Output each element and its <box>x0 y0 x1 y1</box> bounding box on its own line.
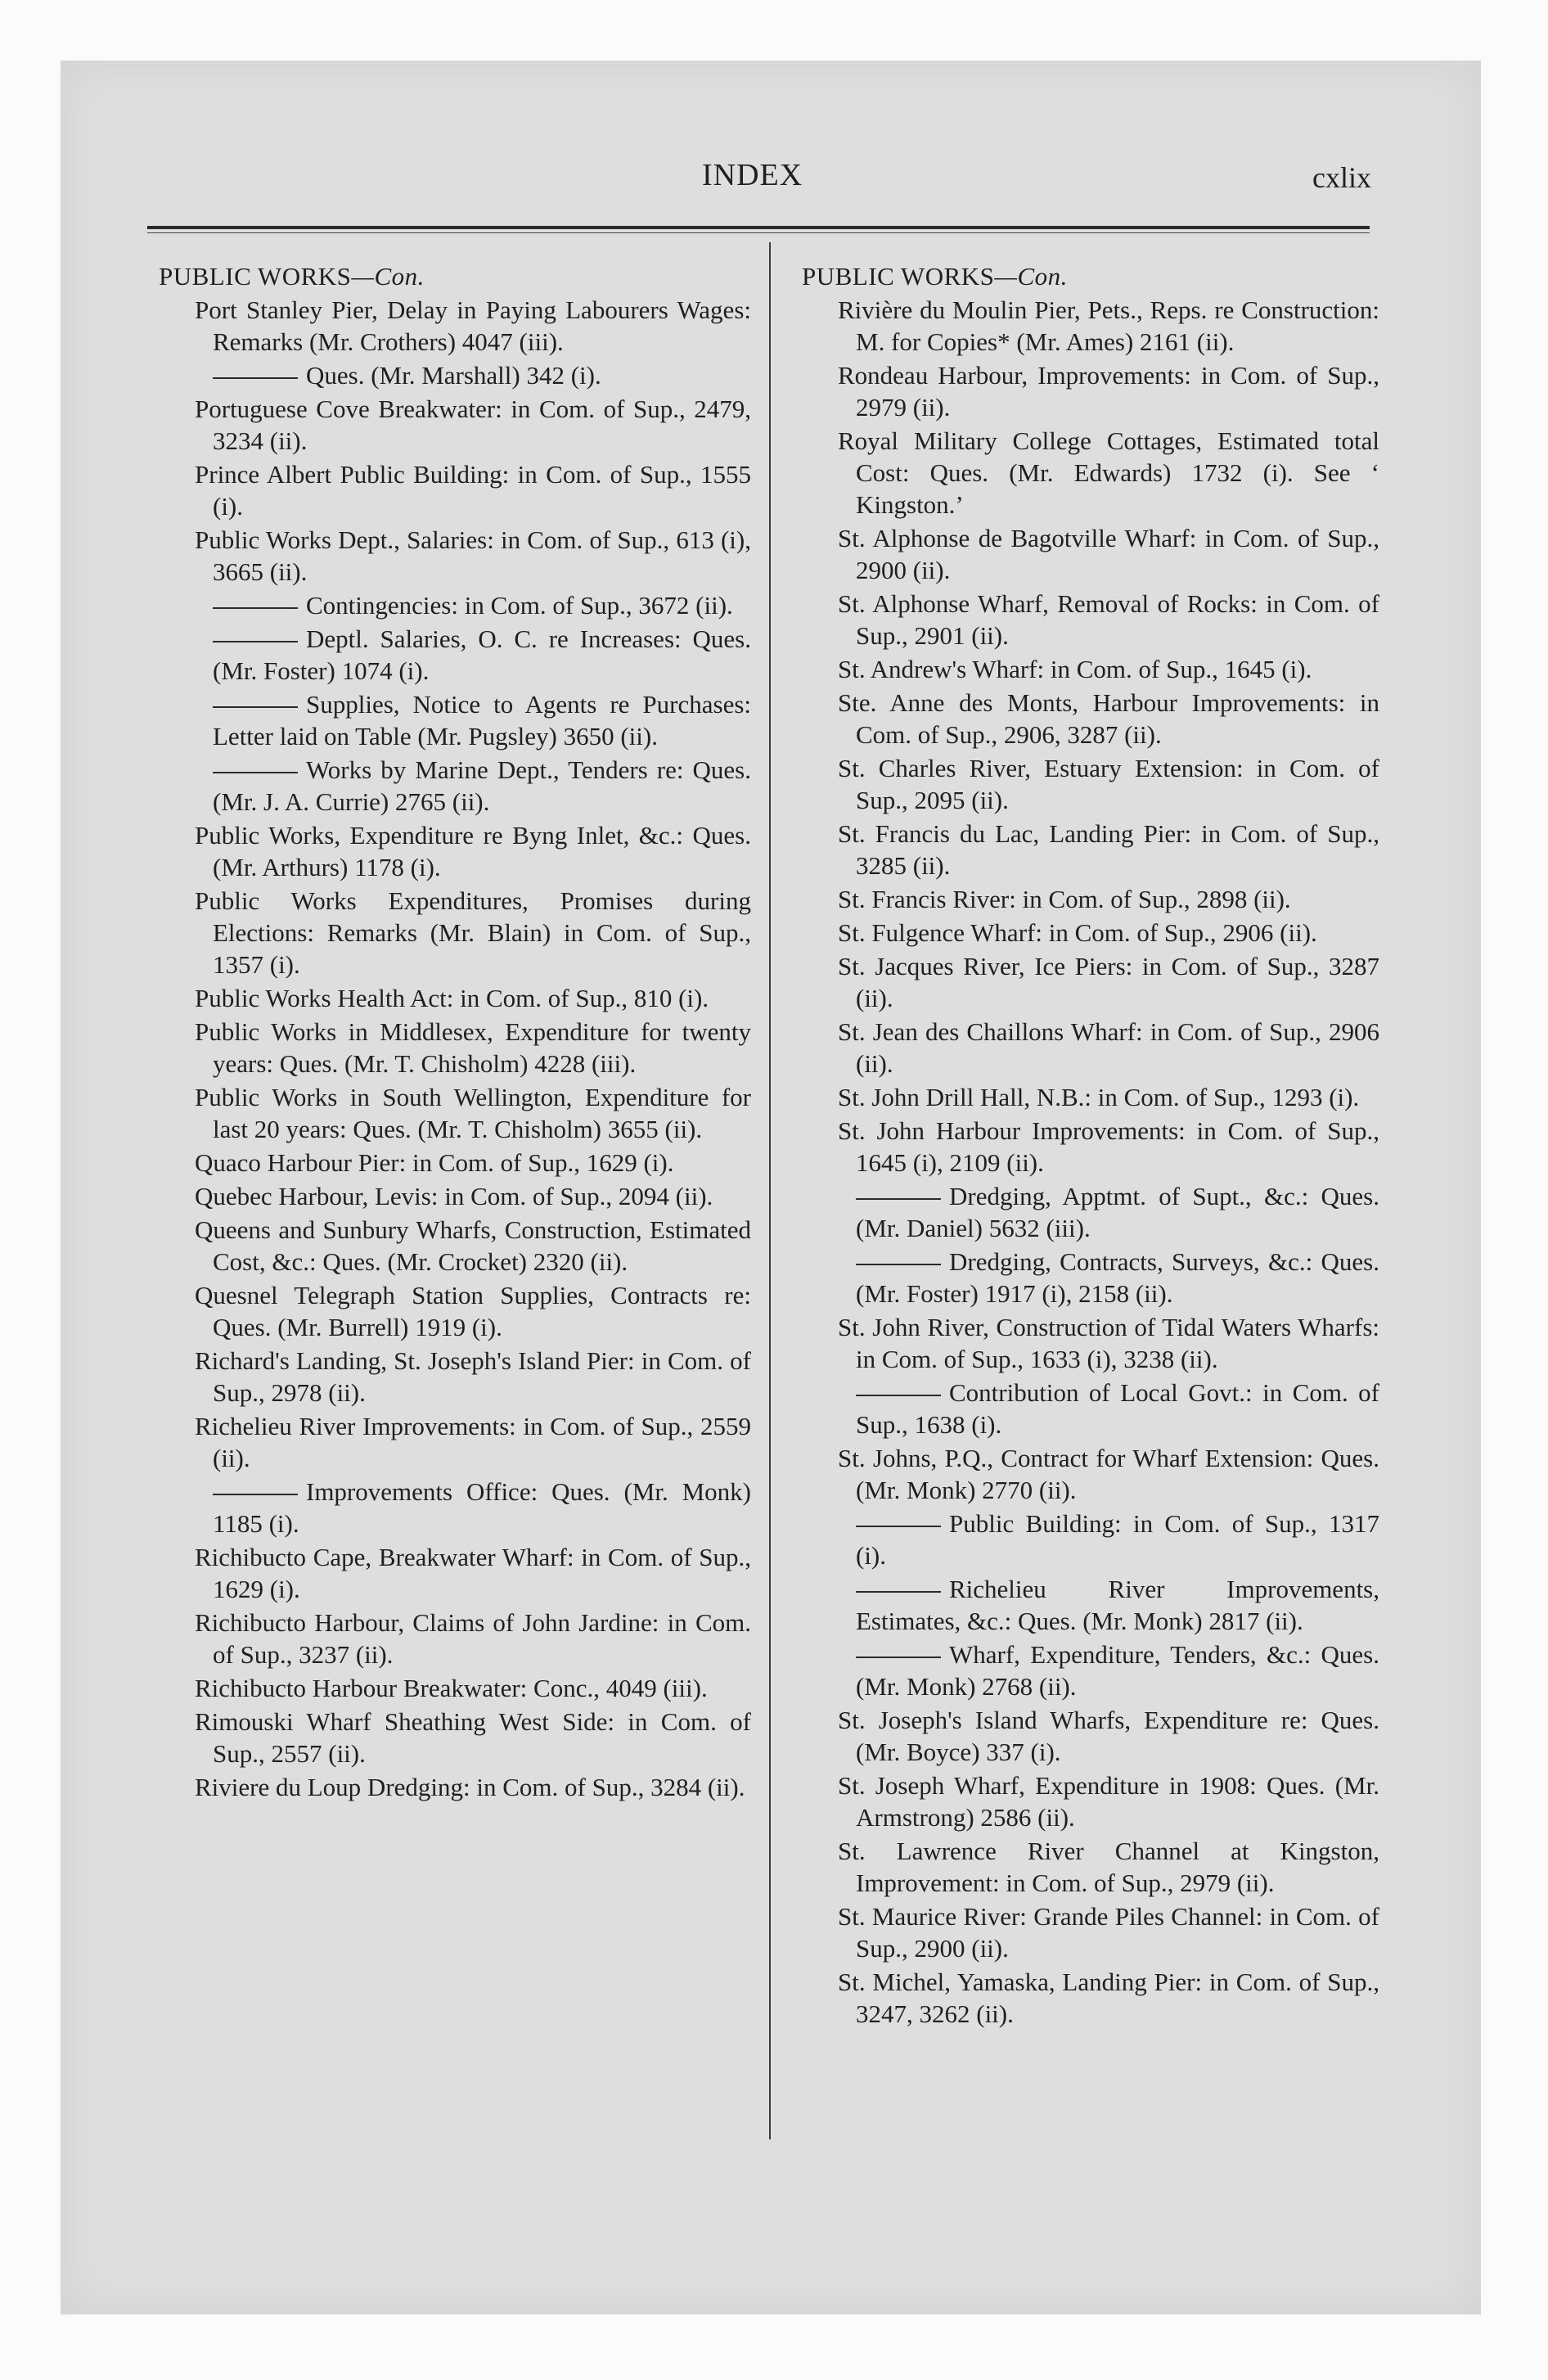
index-entry <box>177 1771 751 1803</box>
entry-text: Quebec Harbour, Levis: in Com. of Sup., 2094 (ii). <box>195 1182 713 1210</box>
index-entry <box>177 1279 751 1343</box>
entry-text: Ste. Anne des Monts, Harbour Improvements: in Com. of Sup., 2906, 3287 (ii). <box>838 688 1379 749</box>
entry-text: Works by Marine Dept., Tenders re: Ques. (Mr. J. A. Currie) 2765 (ii). <box>213 755 751 816</box>
entry-text: Quesnel Telegraph Station Supplies, Contracts re: Ques. (Mr. Burrell) 1919 (i). <box>195 1281 751 1341</box>
entry-text: Riviere du Loup Dredging: in Com. of Sup., 3284 (ii). <box>195 1773 745 1801</box>
entry-text: Wharf, Expenditure, Tenders, &c.: Ques. (Mr. Monk) 2768 (ii). <box>856 1640 1379 1701</box>
index-entry <box>820 950 1379 1014</box>
index-entry <box>820 1769 1379 1833</box>
index-entry <box>820 522 1379 586</box>
index-subentry <box>820 1180 1379 1244</box>
entry-text: St. John Drill Hall, N.B.: in Com. of Sup., 1293 (i). <box>838 1083 1360 1111</box>
right-entry-list <box>802 294 1379 2030</box>
ditto-dash <box>213 1494 298 1495</box>
entry-text: Public Works Expenditures, Promises during Elections: Remarks (Mr. Blain) in Com. of Sup., 1357 (i). <box>195 886 751 979</box>
column-divider <box>769 242 771 2139</box>
index-entry <box>177 1706 751 1769</box>
index-entry <box>177 982 751 1014</box>
index-entry <box>820 1016 1379 1080</box>
index-entry <box>177 1081 751 1145</box>
index-entry <box>177 1180 751 1212</box>
entry-text: Quaco Harbour Pier: in Com. of Sup., 1629 (i). <box>195 1148 674 1177</box>
ditto-dash <box>213 706 298 708</box>
left-heading-suffix: —Con. <box>351 262 425 291</box>
index-entry <box>177 885 751 980</box>
index-entry <box>177 1541 751 1605</box>
entry-text: Portuguese Cove Breakwater: in Com. of Sup., 2479, 3234 (ii). <box>195 394 751 455</box>
index-subentry <box>177 1476 751 1539</box>
entry-text: St. Charles River, Estuary Extension: in Com. of Sup., 2095 (ii). <box>838 754 1379 814</box>
index-entry <box>177 1410 751 1474</box>
left-entry-list <box>159 294 751 1803</box>
entry-text: St. Fulgence Wharf: in Com. of Sup., 2906 (ii). <box>838 918 1317 947</box>
index-entry <box>820 1966 1379 2030</box>
index-entry <box>820 294 1379 358</box>
index-entry <box>177 1016 751 1080</box>
entry-text: St. Francis River: in Com. of Sup., 2898 (ii). <box>838 885 1291 913</box>
entry-text: St. Jean des Chaillons Wharf: in Com. of Sup., 2906 (ii). <box>838 1017 1379 1078</box>
right-heading-suffix: —Con. <box>994 262 1068 291</box>
entry-text: Public Works, Expenditure re Byng Inlet, &c.: Ques. (Mr. Arthurs) 1178 (i). <box>195 821 751 881</box>
index-subentry <box>820 1573 1379 1637</box>
index-entry <box>820 883 1379 915</box>
entry-text: Public Works in South Wellington, Expenditure for last 20 years: Ques. (Mr. T. Chisholm) 3655 (ii). <box>195 1083 751 1143</box>
ditto-dash <box>213 772 298 773</box>
entry-text: Royal Military College Cottages, Estimated total Cost: Ques. (Mr. Edwards) 1732 (i). See ‘ Kingston.’ <box>838 426 1379 519</box>
entry-text: St. John Harbour Improvements: in Com. of Sup., 1645 (i), 2109 (ii). <box>838 1116 1379 1177</box>
index-entry <box>820 818 1379 881</box>
index-subentry <box>177 688 751 752</box>
ditto-dash <box>856 1264 941 1265</box>
index-subentry <box>177 359 751 391</box>
ditto-dash <box>856 1198 941 1200</box>
index-subentry <box>820 1508 1379 1571</box>
header-rule <box>147 226 1370 229</box>
page-number: cxlix <box>1312 161 1371 194</box>
entry-text: Richibucto Cape, Breakwater Wharf: in Com. of Sup., 1629 (i). <box>195 1543 751 1603</box>
entry-text: Dredging, Apptmt. of Supt., &c.: Ques. (Mr. Daniel) 5632 (iii). <box>856 1182 1379 1242</box>
running-header-title: INDEX <box>702 158 803 192</box>
ditto-dash <box>856 1591 941 1593</box>
entry-text: Deptl. Salaries, O. C. re Increases: Ques. (Mr. Foster) 1074 (i). <box>213 624 751 685</box>
entry-text: St. Michel, Yamaska, Landing Pier: in Com. of Sup., 3247, 3262 (ii). <box>838 1968 1379 2028</box>
index-subentry <box>820 1639 1379 1702</box>
entry-text: Contingencies: in Com. of Sup., 3672 (ii). <box>306 591 733 620</box>
index-entry <box>177 1147 751 1179</box>
index-entry <box>177 294 751 358</box>
entry-text: St. Andrew's Wharf: in Com. of Sup., 1645 (i). <box>838 655 1312 683</box>
index-entry <box>820 1704 1379 1768</box>
index-entry <box>177 819 751 883</box>
entry-text: Richibucto Harbour Breakwater: Conc., 4049 (iii). <box>195 1674 708 1702</box>
entry-text: St. John River, Construction of Tidal Waters Wharfs: in Com. of Sup., 1633 (i), 3238 (ii). <box>838 1313 1379 1373</box>
right-column-heading <box>802 260 1379 292</box>
index-entry <box>820 425 1379 521</box>
index-entry <box>820 653 1379 685</box>
index-entry <box>820 687 1379 751</box>
index-entry <box>177 1345 751 1409</box>
entry-text: Rimouski Wharf Sheathing West Side: in Com. of Sup., 2557 (ii). <box>195 1707 751 1768</box>
entry-text: Ques. (Mr. Marshall) 342 (i). <box>306 361 601 390</box>
header-rule-thin <box>147 232 1370 233</box>
entry-text: Richard's Landing, St. Joseph's Island Pier: in Com. of Sup., 2978 (ii). <box>195 1346 751 1407</box>
entry-text: Contribution of Local Govt.: in Com. of Sup., 1638 (i). <box>856 1378 1379 1439</box>
entry-text: St. Maurice River: Grande Piles Channel: in Com. of Sup., 2900 (ii). <box>838 1902 1379 1963</box>
index-entry <box>177 1214 751 1278</box>
index-entry <box>820 1115 1379 1179</box>
ditto-dash <box>213 607 298 609</box>
index-entry <box>820 1900 1379 1964</box>
entry-text: Public Works Dept., Salaries: in Com. of Sup., 613 (i), 3665 (ii). <box>195 525 751 586</box>
entry-text: St. Lawrence River Channel at Kingston, Improvement: in Com. of Sup., 2979 (ii). <box>838 1837 1379 1897</box>
ditto-dash <box>856 1395 941 1396</box>
index-entry <box>820 1311 1379 1375</box>
entry-text: Public Building: in Com. of Sup., 1317 (i). <box>856 1509 1379 1570</box>
index-entry <box>820 359 1379 423</box>
entry-text: Public Works in Middlesex, Expenditure for twenty years: Ques. (Mr. T. Chisholm) 4228 (iii). <box>195 1017 751 1078</box>
ditto-dash <box>213 377 298 379</box>
index-entry <box>820 752 1379 816</box>
index-entry <box>820 1442 1379 1506</box>
index-entry <box>177 1672 751 1704</box>
entry-text: Richelieu River Improvements: in Com. of Sup., 2559 (ii). <box>195 1412 751 1472</box>
index-entry <box>820 917 1379 949</box>
index-entry <box>177 393 751 457</box>
right-heading-text: PUBLIC WORKS <box>802 262 995 291</box>
index-entry <box>820 1081 1379 1113</box>
entry-text: Rivière du Moulin Pier, Pets., Reps. re Construction: M. for Copies* (Mr. Ames) 2161 (ii). <box>838 295 1379 356</box>
entry-text: Rondeau Harbour, Improvements: in Com. of Sup., 2979 (ii). <box>838 361 1379 421</box>
index-entry <box>177 1607 751 1670</box>
index-subentry <box>177 754 751 818</box>
index-subentry <box>820 1246 1379 1309</box>
entry-text: Dredging, Contracts, Surveys, &c.: Ques. (Mr. Foster) 1917 (i), 2158 (ii). <box>856 1247 1379 1308</box>
index-entry <box>177 524 751 588</box>
right-column <box>802 260 1379 2031</box>
entry-text: St. Alphonse de Bagotville Wharf: in Com. of Sup., 2900 (ii). <box>838 524 1379 584</box>
index-subentry <box>177 623 751 687</box>
index-entry <box>820 588 1379 651</box>
entry-text: St. Johns, P.Q., Contract for Wharf Extension: Ques. (Mr. Monk) 2770 (ii). <box>838 1444 1379 1504</box>
entry-text: Prince Albert Public Building: in Com. of Sup., 1555 (i). <box>195 460 751 521</box>
entry-text: St. Joseph's Island Wharfs, Expenditure re: Ques. (Mr. Boyce) 337 (i). <box>838 1706 1379 1766</box>
entry-text: Port Stanley Pier, Delay in Paying Labourers Wages: Remarks (Mr. Crothers) 4047 (iii). <box>195 295 751 356</box>
entry-text: St. Francis du Lac, Landing Pier: in Com. of Sup., 3285 (ii). <box>838 819 1379 880</box>
entry-text: Public Works Health Act: in Com. of Sup., 810 (i). <box>195 984 709 1012</box>
left-heading-text: PUBLIC WORKS <box>159 262 352 291</box>
entry-text: Queens and Sunbury Wharfs, Construction, Estimated Cost, &c.: Ques. (Mr. Crocket) 2320 (ii). <box>195 1215 751 1276</box>
ditto-dash <box>856 1526 941 1527</box>
entry-text: Richelieu River Improvements, Estimates, &c.: Ques. (Mr. Monk) 2817 (ii). <box>856 1575 1379 1635</box>
entry-text: St. Alphonse Wharf, Removal of Rocks: in Com. of Sup., 2901 (ii). <box>838 589 1379 650</box>
entry-text: St. Joseph Wharf, Expenditure in 1908: Ques. (Mr. Armstrong) 2586 (ii). <box>838 1771 1379 1832</box>
index-subentry <box>820 1377 1379 1440</box>
ditto-dash <box>856 1657 941 1658</box>
ditto-dash <box>213 641 298 642</box>
left-column <box>159 260 751 1805</box>
entry-text: Improvements Office: Ques. (Mr. Monk) 1185 (i). <box>213 1477 751 1538</box>
index-subentry <box>177 589 751 621</box>
entry-text: St. Jacques River, Ice Piers: in Com. of Sup., 3287 (ii). <box>838 952 1379 1012</box>
index-entry <box>177 458 751 522</box>
entry-text: Richibucto Harbour, Claims of John Jardine: in Com. of Sup., 3237 (ii). <box>195 1608 751 1669</box>
index-entry <box>820 1835 1379 1899</box>
entry-text: Supplies, Notice to Agents re Purchases: Letter laid on Table (Mr. Pugsley) 3650 (ii). <box>213 690 751 751</box>
left-column-heading <box>159 260 751 292</box>
